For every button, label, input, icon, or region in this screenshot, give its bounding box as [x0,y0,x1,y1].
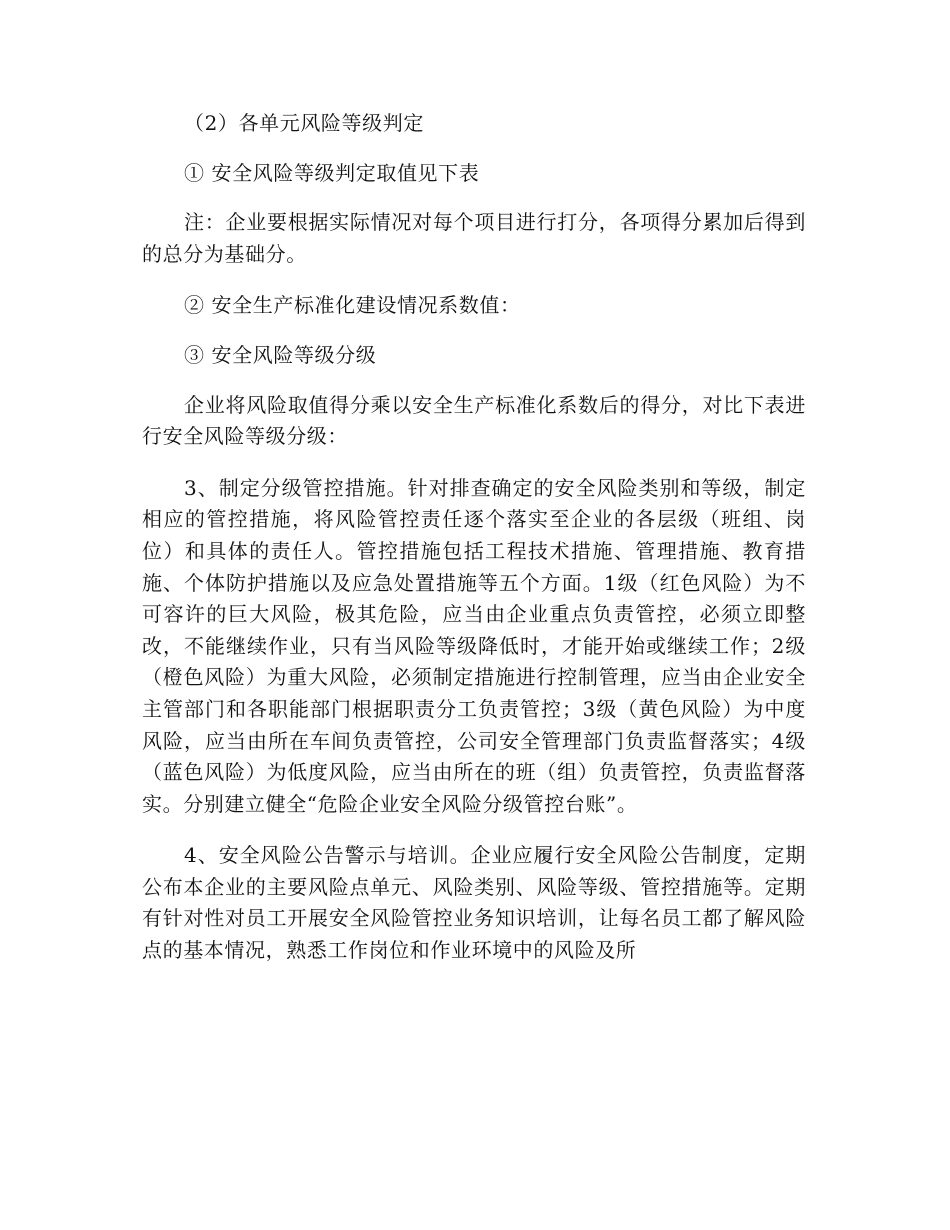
item-risk-grading: ③ 安全风险等级分级 [184,342,377,367]
grading-method-paragraph: 企业将风险取值得分乘以安全生产标准化系数后的得分，对比下表进行安全风险等级分级： [142,392,806,449]
risk-notice-training-paragraph: 4、安全风险公告警示与培训。企业应履行安全风险公告制度，定期公布本企业的主要风险点单元、风险类别、风险等级、管控措施等。定期有针对性对员工开展安全风险管控业务知识培训，让每名员工都了解风险点的基本情况，熟悉工作岗位和作业环境中的风险及所 [142,843,806,963]
document-body [142,108,806,987]
note-paragraph: 注：企业要根据实际情况对每个项目进行打分，各项得分累加后得到的总分为基础分。 [142,210,806,266]
control-measures-paragraph: 3、制定分级管控措施。针对排查确定的安全风险类别和等级，制定相应的管控措施，将风险管控责任逐个落实至企业的各层级（班组、岗位）和具体的责任人。管控措施包括工程技术措施、管理措施、教育措施、个体防护措施以及应急处置措施等五个方面。1级（红色风险）为不可容许的巨大风险，极其危险，应当由企业重点负责管控，必须立即整改，不能继续作业，只有当风险等级降低时，才能开始或继续工作；2级（橙色风险）为重大风险，必须制定措施进行控制管理，应当由企业安全主管部门和各职能部门根据职责分工负责管控；3级（黄色风险）为中度风险，应当由所在车间负责管控，公司安全管理部门负责监督落实；4级（蓝色风险）为低度风险，应当由所在的班（组）负责管控，负责监督落实。分别建立健全“危险企业安全风险分级管控台账”。 [142,475,806,816]
item-standardization-coefficient: ② 安全生产标准化建设情况系数值： [184,293,521,318]
section-heading-risk-level: （2）各单元风险等级判定 [184,111,424,135]
item-risk-value-table-note: ① 安全风险等级判定取值见下表 [184,160,480,185]
